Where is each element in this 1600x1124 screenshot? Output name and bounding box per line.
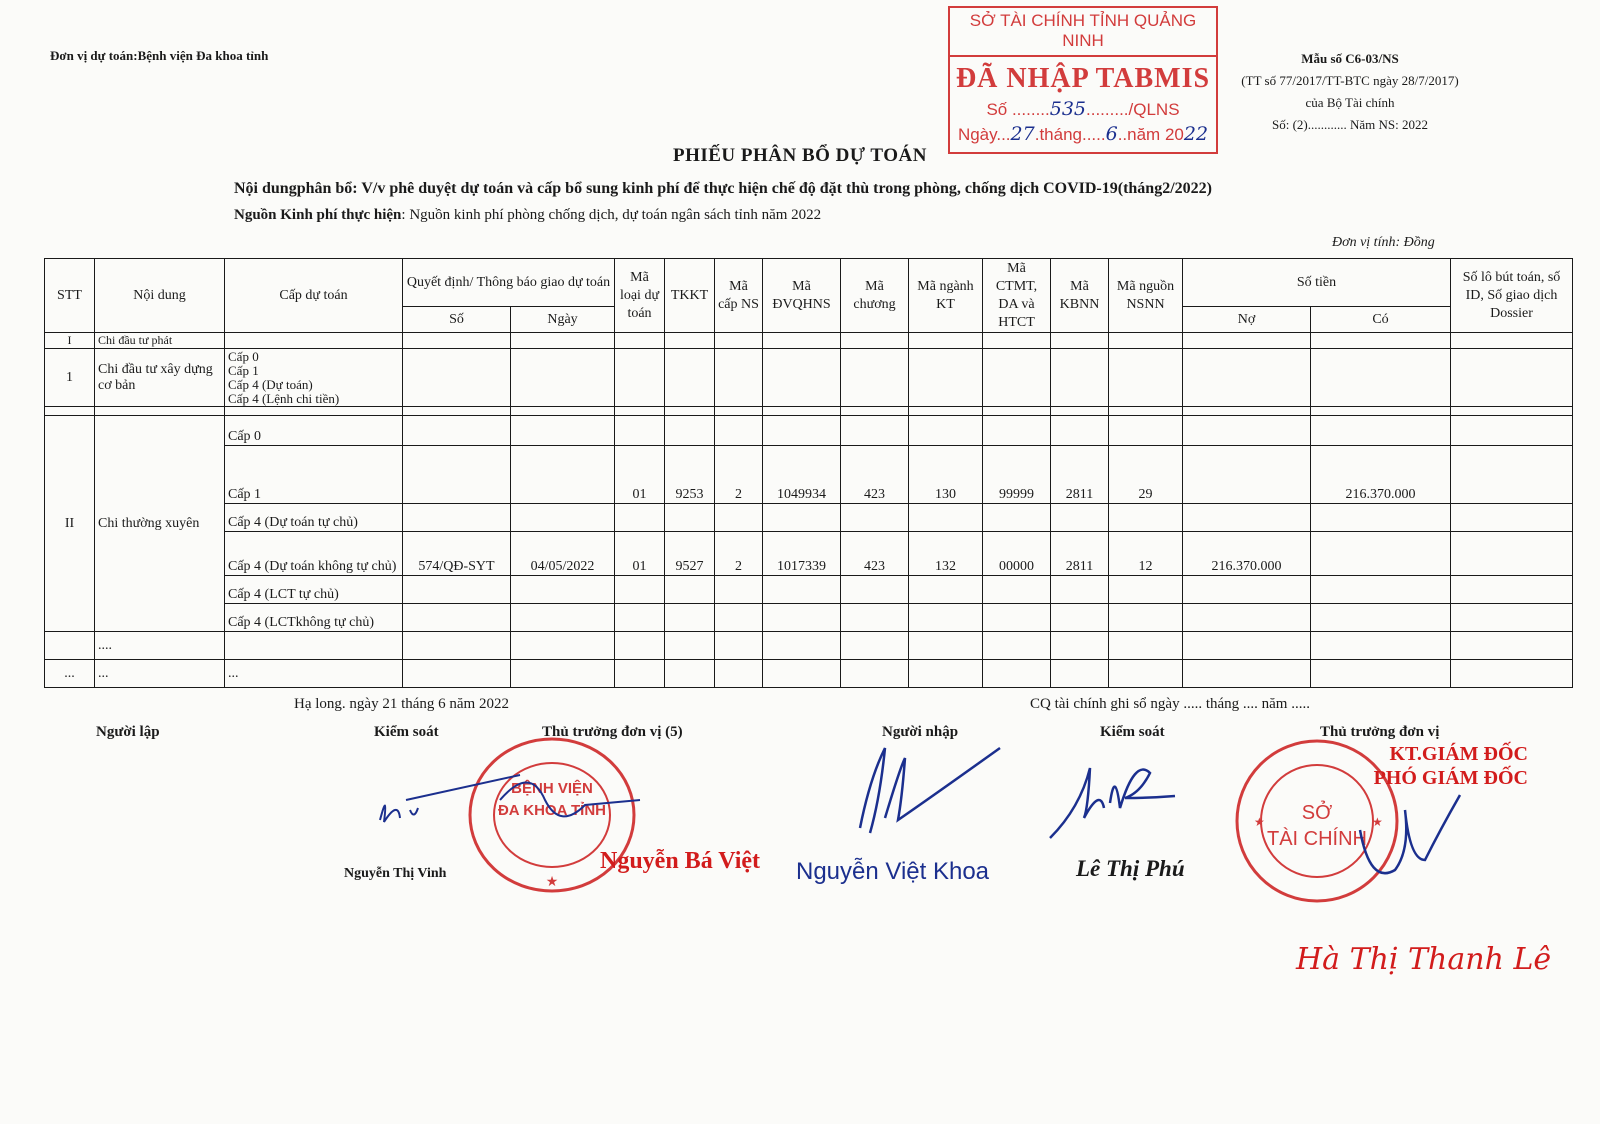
table-row — [45, 532, 1573, 576]
section-i-1-row: 1 Chi đầu tư xây dựng cơ bản Cấp 0 Cấp 1 Cấp 4 (Dự toán) Cấp 4 (Lệnh chi tiền) — [45, 349, 1573, 407]
cell-loai: 01 — [615, 532, 665, 576]
cell-co — [1311, 416, 1451, 446]
cell-tkkt — [665, 416, 715, 446]
cell-dvqhns — [763, 504, 841, 532]
cell-lo — [1451, 532, 1573, 576]
cell-tkkt — [665, 604, 715, 632]
col-quyet-dinh: Quyết định/ Thông báo giao dự toán — [403, 259, 615, 307]
stamp-day: 27 — [1010, 123, 1035, 145]
table-row — [45, 504, 1573, 532]
stamp-line2: ĐÃ NHẬP TABMIS — [955, 63, 1211, 94]
cell-no — [1183, 504, 1311, 532]
cell-chuong — [841, 576, 909, 604]
label-kiem-soat-2: Kiểm soát — [1100, 724, 1165, 740]
funding-source: Nguồn Kinh phí thực hiện: Nguồn kinh phí phòng chống dịch, dự toán ngân sách tỉnh năm 2022 — [234, 207, 822, 223]
cell-loai — [615, 416, 665, 446]
label-nguoi-lap: Người lập — [96, 724, 160, 740]
cell-capns — [715, 604, 763, 632]
stamp-date: Ngày...27.tháng.....6..năm 2022 — [957, 123, 1209, 145]
cell-chuong — [841, 504, 909, 532]
cell-ctmt — [983, 576, 1051, 604]
col-tkkt: TKKT — [665, 259, 715, 333]
section-i-row: I Chi đầu tư phát — [45, 333, 1573, 349]
cell-no — [1183, 416, 1311, 446]
ministry-ref: của Bộ Tài chính — [1305, 95, 1395, 110]
sec1-levels: Cấp 0 Cấp 1 Cấp 4 (Dự toán) Cấp 4 (Lệnh chi tiền) — [225, 349, 403, 407]
number-year: Số: (2)............ Năm NS: 2022 — [1272, 117, 1428, 132]
cell-nguon: 29 — [1109, 446, 1183, 504]
cell-capns — [715, 416, 763, 446]
cell-lo — [1451, 416, 1573, 446]
document-title: PHIẾU PHÂN BỔ DỰ TOÁN — [672, 145, 927, 166]
cell-dvqhns — [763, 604, 841, 632]
cell-capns — [715, 504, 763, 532]
cell-capns: 2 — [715, 532, 763, 576]
cell-so — [403, 504, 511, 532]
cap-cell: Cấp 0 — [225, 416, 403, 446]
cell-co — [1311, 576, 1451, 604]
cap-cell: Cấp 4 (LCTkhông tự chủ) — [225, 604, 403, 632]
signature-phu — [1040, 748, 1180, 848]
cell-so — [403, 576, 511, 604]
cell-nguon — [1109, 504, 1183, 532]
cell-nganh — [909, 576, 983, 604]
cell-loai — [615, 504, 665, 532]
col-ma-ctmt: Mã CTMT, DA và HTCT — [983, 259, 1051, 333]
cell-ctmt — [983, 504, 1051, 532]
form-code: Mẫu số C6-03/NS — [1301, 51, 1399, 66]
cell-no — [1183, 446, 1311, 504]
signing-date: Hạ long. ngày 21 tháng 6 năm 2022 — [294, 696, 509, 712]
table-row — [45, 446, 1573, 504]
hospital-seal-text: BỆNH VIỆN ĐA KHOA TỈNH — [497, 780, 607, 819]
cap-cell: Cấp 4 (Dự toán tự chủ) — [225, 504, 403, 532]
cell-dvqhns: 1017339 — [763, 532, 841, 576]
svg-text:★: ★ — [545, 874, 559, 890]
section-ii-body — [45, 416, 1573, 632]
cell-kbnn: 2811 — [1051, 446, 1109, 504]
cell-kbnn: 2811 — [1051, 532, 1109, 576]
cell-so: 574/QĐ-SYT — [403, 532, 511, 576]
cell-no: 216.370.000 — [1183, 532, 1311, 576]
cell-nguon: 12 — [1109, 532, 1183, 576]
cell-co — [1311, 504, 1451, 532]
col-so-lo: Số lô bút toán, số ID, Số giao dịch Dossier — [1451, 259, 1573, 333]
finance-seal-text: SỞ TÀI CHÍNH — [1267, 802, 1367, 850]
cap-cell: Cấp 1 — [225, 446, 403, 504]
cell-kbnn — [1051, 504, 1109, 532]
cell-kbnn — [1051, 576, 1109, 604]
cell-chuong: 423 — [841, 532, 909, 576]
ellipsis-row-1: .... — [45, 632, 1573, 660]
allocation-content: Nội dungphân bổ: V/v phê duyệt dự toán và cấp bổ sung kinh phí để thực hiện chế độ đặt thù trong phòng, chống dịch COVID-19(tháng2/2022) — [234, 180, 1212, 197]
cell-ctmt: 99999 — [983, 446, 1051, 504]
cell-nganh — [909, 416, 983, 446]
cell-co — [1311, 532, 1451, 576]
cell-so — [403, 416, 511, 446]
cell-dvqhns — [763, 576, 841, 604]
kt-title: KT.GIÁM ĐỐC PHÓ GIÁM ĐỐC — [1373, 743, 1528, 789]
stamp-number-value: 535 — [1049, 98, 1087, 120]
cell-capns: 2 — [715, 446, 763, 504]
col-so-tien: Số tiền — [1183, 259, 1451, 307]
cell-nguon — [1109, 604, 1183, 632]
cell-nganh: 132 — [909, 532, 983, 576]
col-ma-dvqhns: Mã ĐVQHNS — [763, 259, 841, 333]
cell-ctmt — [983, 416, 1051, 446]
svg-text:★: ★ — [1372, 815, 1383, 829]
cell-chuong — [841, 604, 909, 632]
cell-ngay — [511, 446, 615, 504]
cell-tkkt: 9253 — [665, 446, 715, 504]
svg-text:★: ★ — [1254, 815, 1265, 829]
col-ma-nganh: Mã ngành KT — [909, 259, 983, 333]
cell-lo — [1451, 604, 1573, 632]
table-row — [45, 416, 1573, 446]
cell-co: 216.370.000 — [1311, 446, 1451, 504]
ellipsis-row-2: ... ... ... — [45, 660, 1573, 688]
col-so: Số — [403, 307, 511, 333]
finance-date: CQ tài chính ghi sổ ngày ..... tháng .... năm ..... — [1030, 696, 1310, 712]
stamp-number: Số ........535........./QLNS — [986, 98, 1180, 120]
cell-nganh: 130 — [909, 446, 983, 504]
stamp-year: 22 — [1183, 123, 1209, 145]
cell-capns — [715, 576, 763, 604]
cell-ngay — [511, 416, 615, 446]
header-row-1 — [45, 259, 1573, 307]
cell-loai — [615, 604, 665, 632]
label-thu-truong: Thủ trưởng đơn vị — [1320, 724, 1440, 740]
signature-le — [1350, 790, 1470, 890]
cell-lo — [1451, 576, 1573, 604]
cell-nganh — [909, 504, 983, 532]
cell-ngay — [511, 576, 615, 604]
col-ma-chuong: Mã chương — [841, 259, 909, 333]
col-ma-cap-ns: Mã cấp NS — [715, 259, 763, 333]
col-co: Có — [1311, 307, 1451, 333]
circular-ref: (TT số 77/2017/TT-BTC ngày 28/7/2017) — [1241, 73, 1459, 88]
col-ma-loai: Mã loại dự toán — [615, 259, 665, 333]
cell-tkkt: 9527 — [665, 532, 715, 576]
col-noi-dung: Nội dung — [95, 259, 225, 333]
cell-nguon — [1109, 416, 1183, 446]
cell-nguon — [1109, 576, 1183, 604]
cell-loai — [615, 576, 665, 604]
signature-vinh — [370, 760, 650, 840]
cell-no — [1183, 604, 1311, 632]
cell-ctmt — [983, 604, 1051, 632]
table-row — [45, 576, 1573, 604]
table-row — [45, 604, 1573, 632]
label-nguoi-nhap: Người nhập — [882, 724, 959, 740]
stamp-line1: SỞ TÀI CHÍNH TỈNH QUẢNG NINH — [950, 8, 1216, 57]
col-ma-kbnn: Mã KBNN — [1051, 259, 1109, 333]
cell-ngay — [511, 604, 615, 632]
stamp-month: 6 — [1105, 123, 1118, 145]
cell-kbnn — [1051, 416, 1109, 446]
name-vinh: Nguyễn Thị Vinh — [344, 866, 447, 881]
cell-loai: 01 — [615, 446, 665, 504]
cell-chuong: 423 — [841, 446, 909, 504]
name-phu: Lê Thị Phú — [1076, 856, 1185, 881]
cell-so — [403, 604, 511, 632]
tabmis-stamp — [948, 6, 1218, 154]
cell-nganh — [909, 604, 983, 632]
cell-no — [1183, 576, 1311, 604]
cell-lo — [1451, 504, 1573, 532]
unit-header: Đơn vị dự toán:Bệnh viện Đa khoa tỉnh — [50, 48, 269, 63]
col-no: Nợ — [1183, 307, 1311, 333]
name-viet: Nguyễn Bá Việt — [600, 848, 761, 874]
label-kiem-soat: Kiểm soát — [374, 724, 439, 740]
separator-row — [45, 407, 1573, 416]
name-le: Hà Thị Thanh Lê — [1296, 942, 1552, 977]
section-ii-name: Chi thường xuyên — [95, 416, 225, 632]
col-ngay: Ngày — [511, 307, 615, 333]
cell-tkkt — [665, 576, 715, 604]
cell-co — [1311, 604, 1451, 632]
cell-dvqhns: 1049934 — [763, 446, 841, 504]
form-info — [1200, 48, 1500, 136]
cell-chuong — [841, 416, 909, 446]
cap-cell: Cấp 4 (LCT tự chủ) — [225, 576, 403, 604]
section-ii-stt: II — [45, 416, 95, 632]
cell-ngay: 04/05/2022 — [511, 532, 615, 576]
cell-kbnn — [1051, 604, 1109, 632]
cell-dvqhns — [763, 416, 841, 446]
cell-ctmt: 00000 — [983, 532, 1051, 576]
signature-khoa — [840, 738, 1010, 848]
allocation-table — [44, 258, 1573, 688]
label-thu-truong-dv: Thủ trưởng đơn vị (5) — [542, 724, 683, 740]
cell-so — [403, 446, 511, 504]
col-stt: STT — [45, 259, 95, 333]
cap-cell: Cấp 4 (Dự toán không tự chủ) — [225, 532, 403, 576]
currency-unit: Đơn vị tính: Đồng — [1332, 235, 1435, 250]
cell-tkkt — [665, 504, 715, 532]
col-ma-nguon: Mã nguồn NSNN — [1109, 259, 1183, 333]
name-khoa: Nguyễn Việt Khoa — [796, 858, 990, 885]
col-cap-du-toan: Cấp dự toán — [225, 259, 403, 333]
cell-ngay — [511, 504, 615, 532]
cell-lo — [1451, 446, 1573, 504]
